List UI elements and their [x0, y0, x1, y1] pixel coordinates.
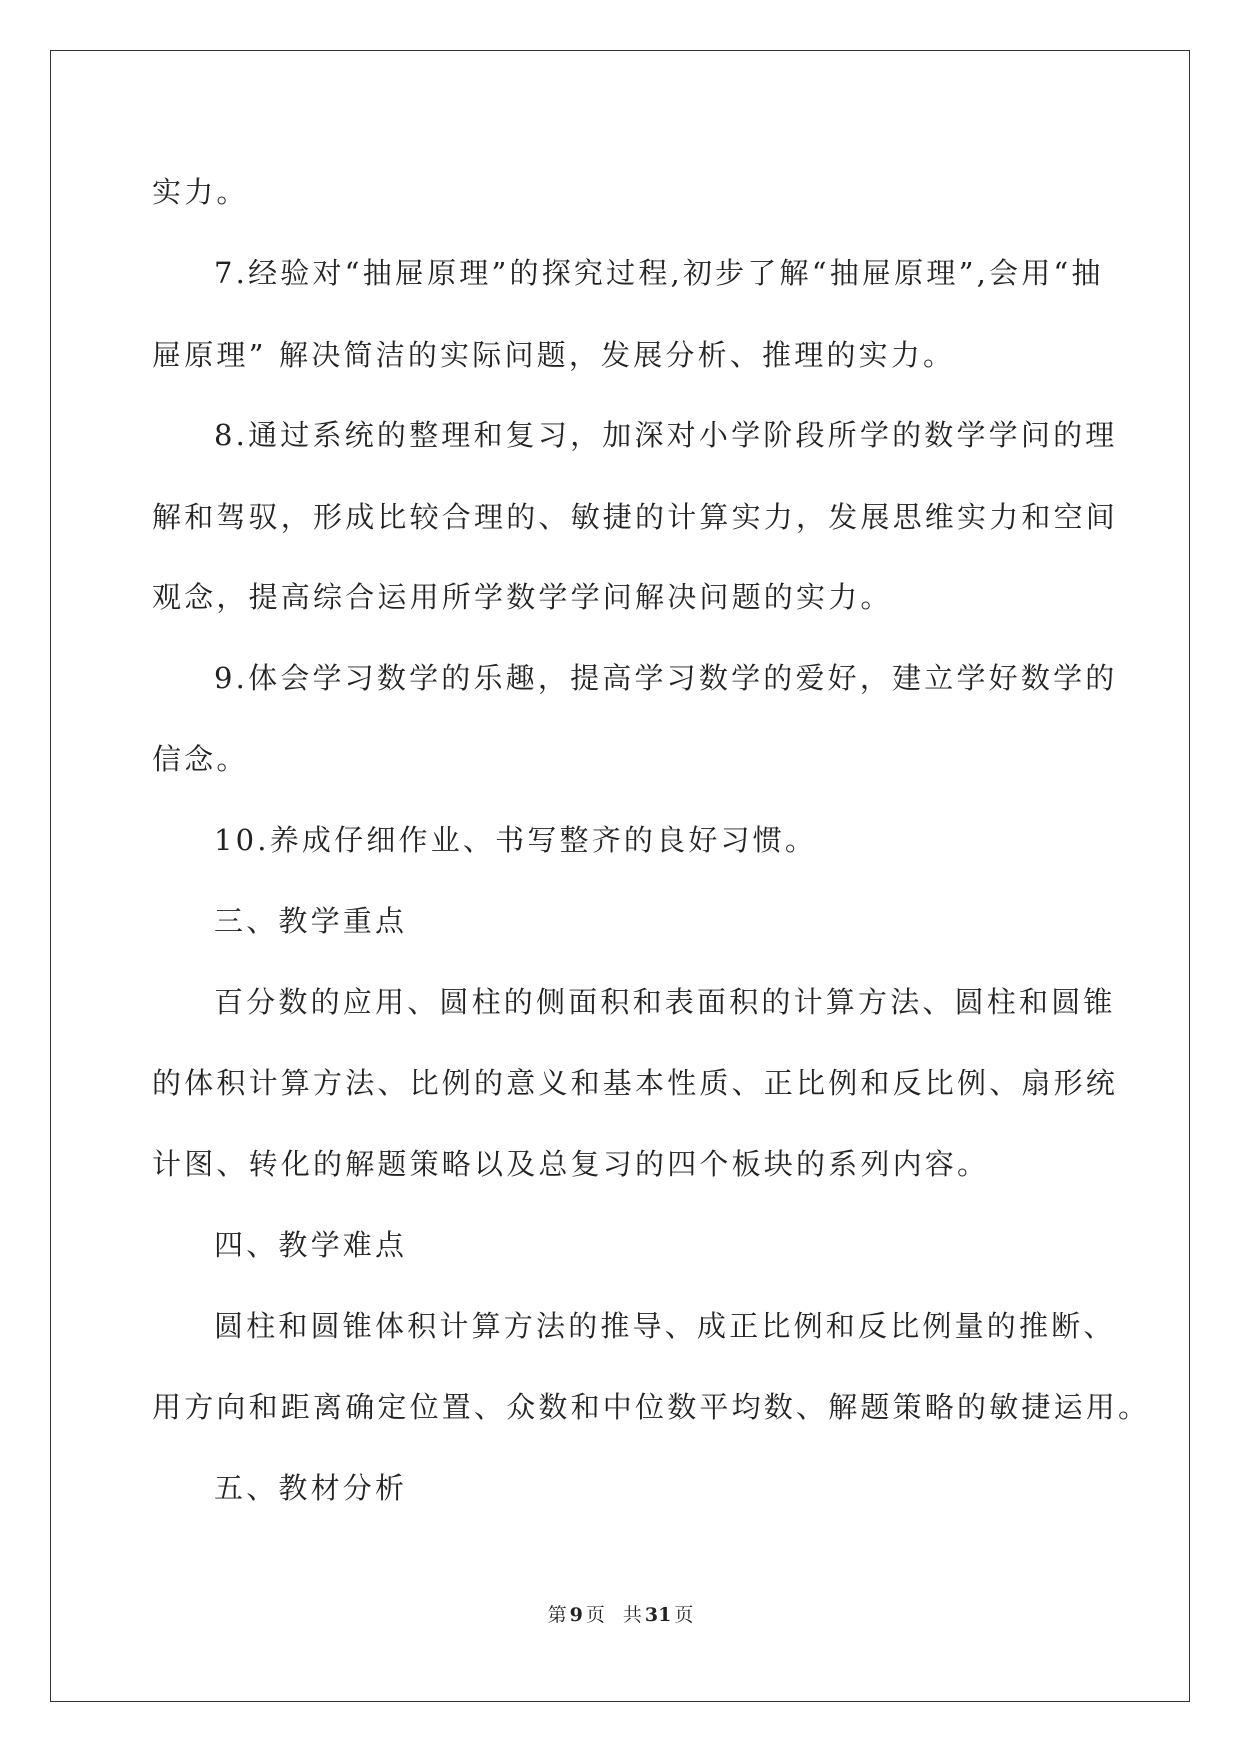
- text-line-12: 的体积计算方法、比例的意义和基本性质、正比例和反比例、扇形统: [152, 1066, 1119, 1100]
- text-line-8: 信念。: [152, 742, 249, 776]
- page-footer: [0, 1602, 1241, 1628]
- footer-prefix: 第: [547, 1604, 567, 1626]
- page-border: [50, 50, 1190, 1702]
- footer-total-word: 页: [674, 1604, 694, 1626]
- section-heading-difficulties: 四、教学难点: [214, 1228, 408, 1262]
- text-line-2: 7.经验对“抽屉原理”的探究过程,初步了解“抽屉原理”,会用“抽: [214, 256, 1104, 290]
- footer-total-prefix: 共: [622, 1604, 642, 1626]
- text-line-1: 实力。: [152, 175, 249, 209]
- text-line-4: 8.通过系统的整理和复习，加深对小学阶段所学的数学学问的理: [214, 418, 1118, 452]
- text-line-6: 观念，提高综合运用所学数学学问解决问题的实力。: [152, 580, 893, 614]
- current-page-number: 9: [569, 1604, 583, 1626]
- footer-page-word: 页: [585, 1604, 605, 1626]
- text-line-9: 10.养成仔细作业、书写整齐的良好习惯。: [214, 823, 818, 857]
- text-line-11: 百分数的应用、圆柱的侧面积和表面积的计算方法、圆柱和圆锥: [214, 985, 1116, 1019]
- section-heading-material-analysis: 五、教材分析: [214, 1471, 408, 1505]
- text-line-3: 屉原理” 解决简洁的实际问题，发展分析、推理的实力。: [152, 338, 956, 372]
- text-line-7: 9.体会学习数学的乐趣，提高学习数学的爱好，建立学好数学的: [214, 661, 1118, 695]
- total-page-number: 31: [644, 1604, 672, 1626]
- section-heading-key-points: 三、教学重点: [214, 904, 408, 938]
- text-line-13: 计图、转化的解题策略以及总复习的四个板块的系列内容。: [152, 1147, 990, 1181]
- text-line-16: 用方向和距离确定位置、众数和中位数平均数、解题策略的敏捷运用。: [152, 1390, 1151, 1424]
- text-line-5: 解和驾驭，形成比较合理的、敏捷的计算实力，发展思维实力和空间: [152, 500, 1119, 534]
- text-line-15: 圆柱和圆锥体积计算方法的推导、成正比例和反比例量的推断、: [214, 1309, 1116, 1343]
